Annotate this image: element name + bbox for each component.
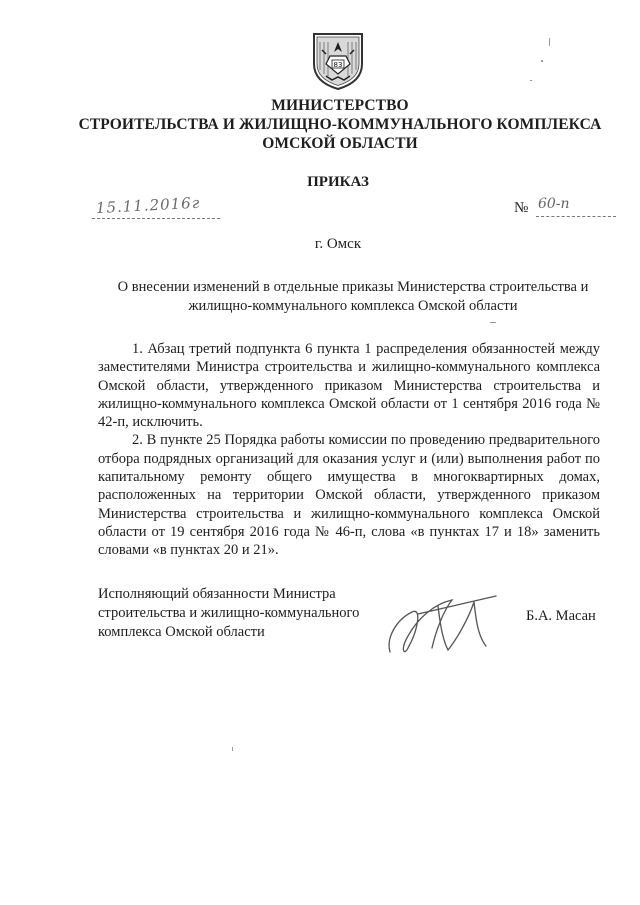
- document-type: ПРИКАЗ: [307, 174, 369, 190]
- signer-position-line-1: Исполняющий обязанности Министра: [98, 586, 336, 602]
- order-body: [98, 340, 600, 560]
- ministry-line-3: ОМСКОЙ ОБЛАСТИ: [262, 135, 418, 152]
- coat-of-arms-emblem: [306, 30, 370, 92]
- handwritten-date: 15.11.2016г: [95, 193, 201, 218]
- date-underline: [92, 218, 220, 220]
- paragraph-1: 1. Абзац третий подпункта 6 пункта 1 распределения обязанностей между заместителями Министра строительства и жилищно-коммунального комплекса Омской области, утвержденного приказом Министерства строительства и жилищно-коммунального комплекса Омской области от 1 сентября 2016 года № 42-п, исключить.: [98, 341, 600, 431]
- scan-speck: [530, 80, 532, 81]
- signer-position: [98, 585, 398, 642]
- ministry-line-2: СТРОИТЕЛЬСТВА И ЖИЛИЩНО-КОММУНАЛЬНОГО КОМПЛЕКСА: [78, 116, 602, 133]
- scan-speck: [541, 60, 543, 62]
- scan-speck: [549, 38, 550, 46]
- number-underline: [536, 216, 616, 217]
- emblem-text: 83: [333, 61, 343, 69]
- scan-speck: [232, 747, 233, 751]
- signer-position-line-2: строительства и жилищно-коммунального: [98, 605, 360, 621]
- subject-line-2: жилищно-коммунального комплекса Омской области: [188, 298, 518, 314]
- order-subject: [88, 278, 618, 316]
- signer-position-line-3: комплекса Омской области: [98, 624, 265, 640]
- handwritten-signature: [378, 590, 508, 662]
- ministry-line-1: МИНИСТЕРСТВО: [271, 97, 409, 114]
- paragraph-2: 2. В пункте 25 Порядка работы комиссии по проведению предварительного отбора подрядных организаций для оказания услуг и (или) выполнения работ по капитальному ремонту общего имущества в многоквартирных домах, расположенных на территории Омской области, утвержденного приказом Министерства строительства и жилищно-коммунального комплекса Омской области от 19 сентября 2016 года № 46-п, слова «в пунктах 17 и 18» заменить словами «в пунктах 20 и 21».: [98, 432, 600, 559]
- number-sign: №: [514, 200, 529, 216]
- signer-name: Б.А. Масан: [526, 608, 596, 624]
- handwritten-number: 60-п: [538, 196, 570, 212]
- ministry-title: [40, 96, 640, 153]
- document-number: [514, 196, 624, 222]
- scan-speck: [490, 322, 496, 323]
- subject-line-1: О внесении изменений в отдельные приказы Министерства строительства и: [117, 279, 589, 295]
- city-line: г. Омск: [314, 236, 362, 252]
